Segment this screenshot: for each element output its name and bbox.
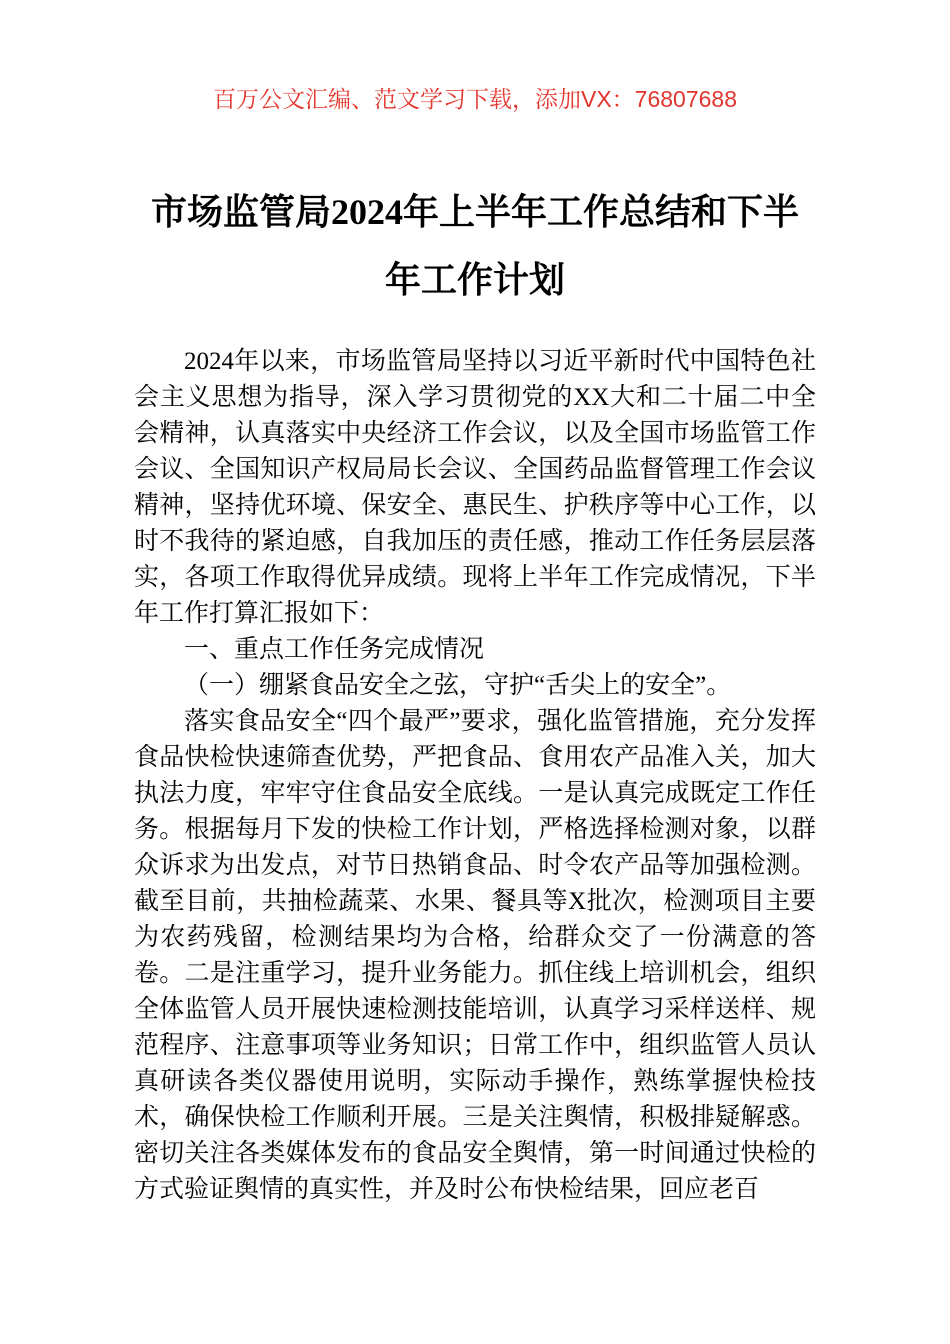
subsection-heading: （一）绷紧食品安全之弦，守护“舌尖上的安全”。 <box>184 672 732 699</box>
paragraph-intro: 2024年以来，市场监管局坚持以习近平新时代中国特色社会主义思想为指导，深入学习贯彻党的XX大和二十届二中全会精神，认真落实中央经济工作会议，以及全国市场监管工作会议、全国知识产权局局长会议、全国药品监督管理工作会议精神，坚持优环境、保安全、惠民生、护秩序等中心工作，以时不我待的紧迫感，自我加压的责任感，推动工作任务层层落实，各项工作取得优异成绩。现将上半年工作完成情况，下半年工作打算汇报如下： <box>134 348 816 627</box>
section-heading: 一、重点工作任务完成情况 <box>184 636 485 663</box>
watermark-note: 百万公文汇编、范文学习下载，添加VX：76807688 <box>212 86 737 112</box>
document-body <box>134 344 816 1208</box>
document-title: 市场监管局2024年上半年工作总结和下半年工作计划 <box>150 192 799 300</box>
paragraph-body: 落实食品安全“四个最严”要求，强化监管措施，充分发挥食品快检快速筛查优势，严把食品、食用农产品准入关，加大执法力度，牢牢守住食品安全底线。一是认真完成既定工作任务。根据每月下发的快检工作计划，严格选择检测对象，以群众诉求为出发点，对节日热销食品、时令农产品等加强检测。截至目前，共抽检蔬菜、水果、餐具等X批次，检测项目主要为农药残留，检测结果均为合格，给群众交了一份满意的答卷。二是注重学习，提升业务能力。抓住线上培训机会，组织全体监管人员开展快速检测技能培训，认真学习采样送样、规范程序、注意事项等业务知识；日常工作中，组织监管人员认真研读各类仪器使用说明，实际动手操作，熟练掌握快检技术，确保快检工作顺利开展。三是关注舆情，积极排疑解惑。密切关注各类媒体发布的食品安全舆情，第一时间通过快检的方式验证舆情的真实性，并及时公布快检结果，回应老百 <box>134 708 816 1203</box>
